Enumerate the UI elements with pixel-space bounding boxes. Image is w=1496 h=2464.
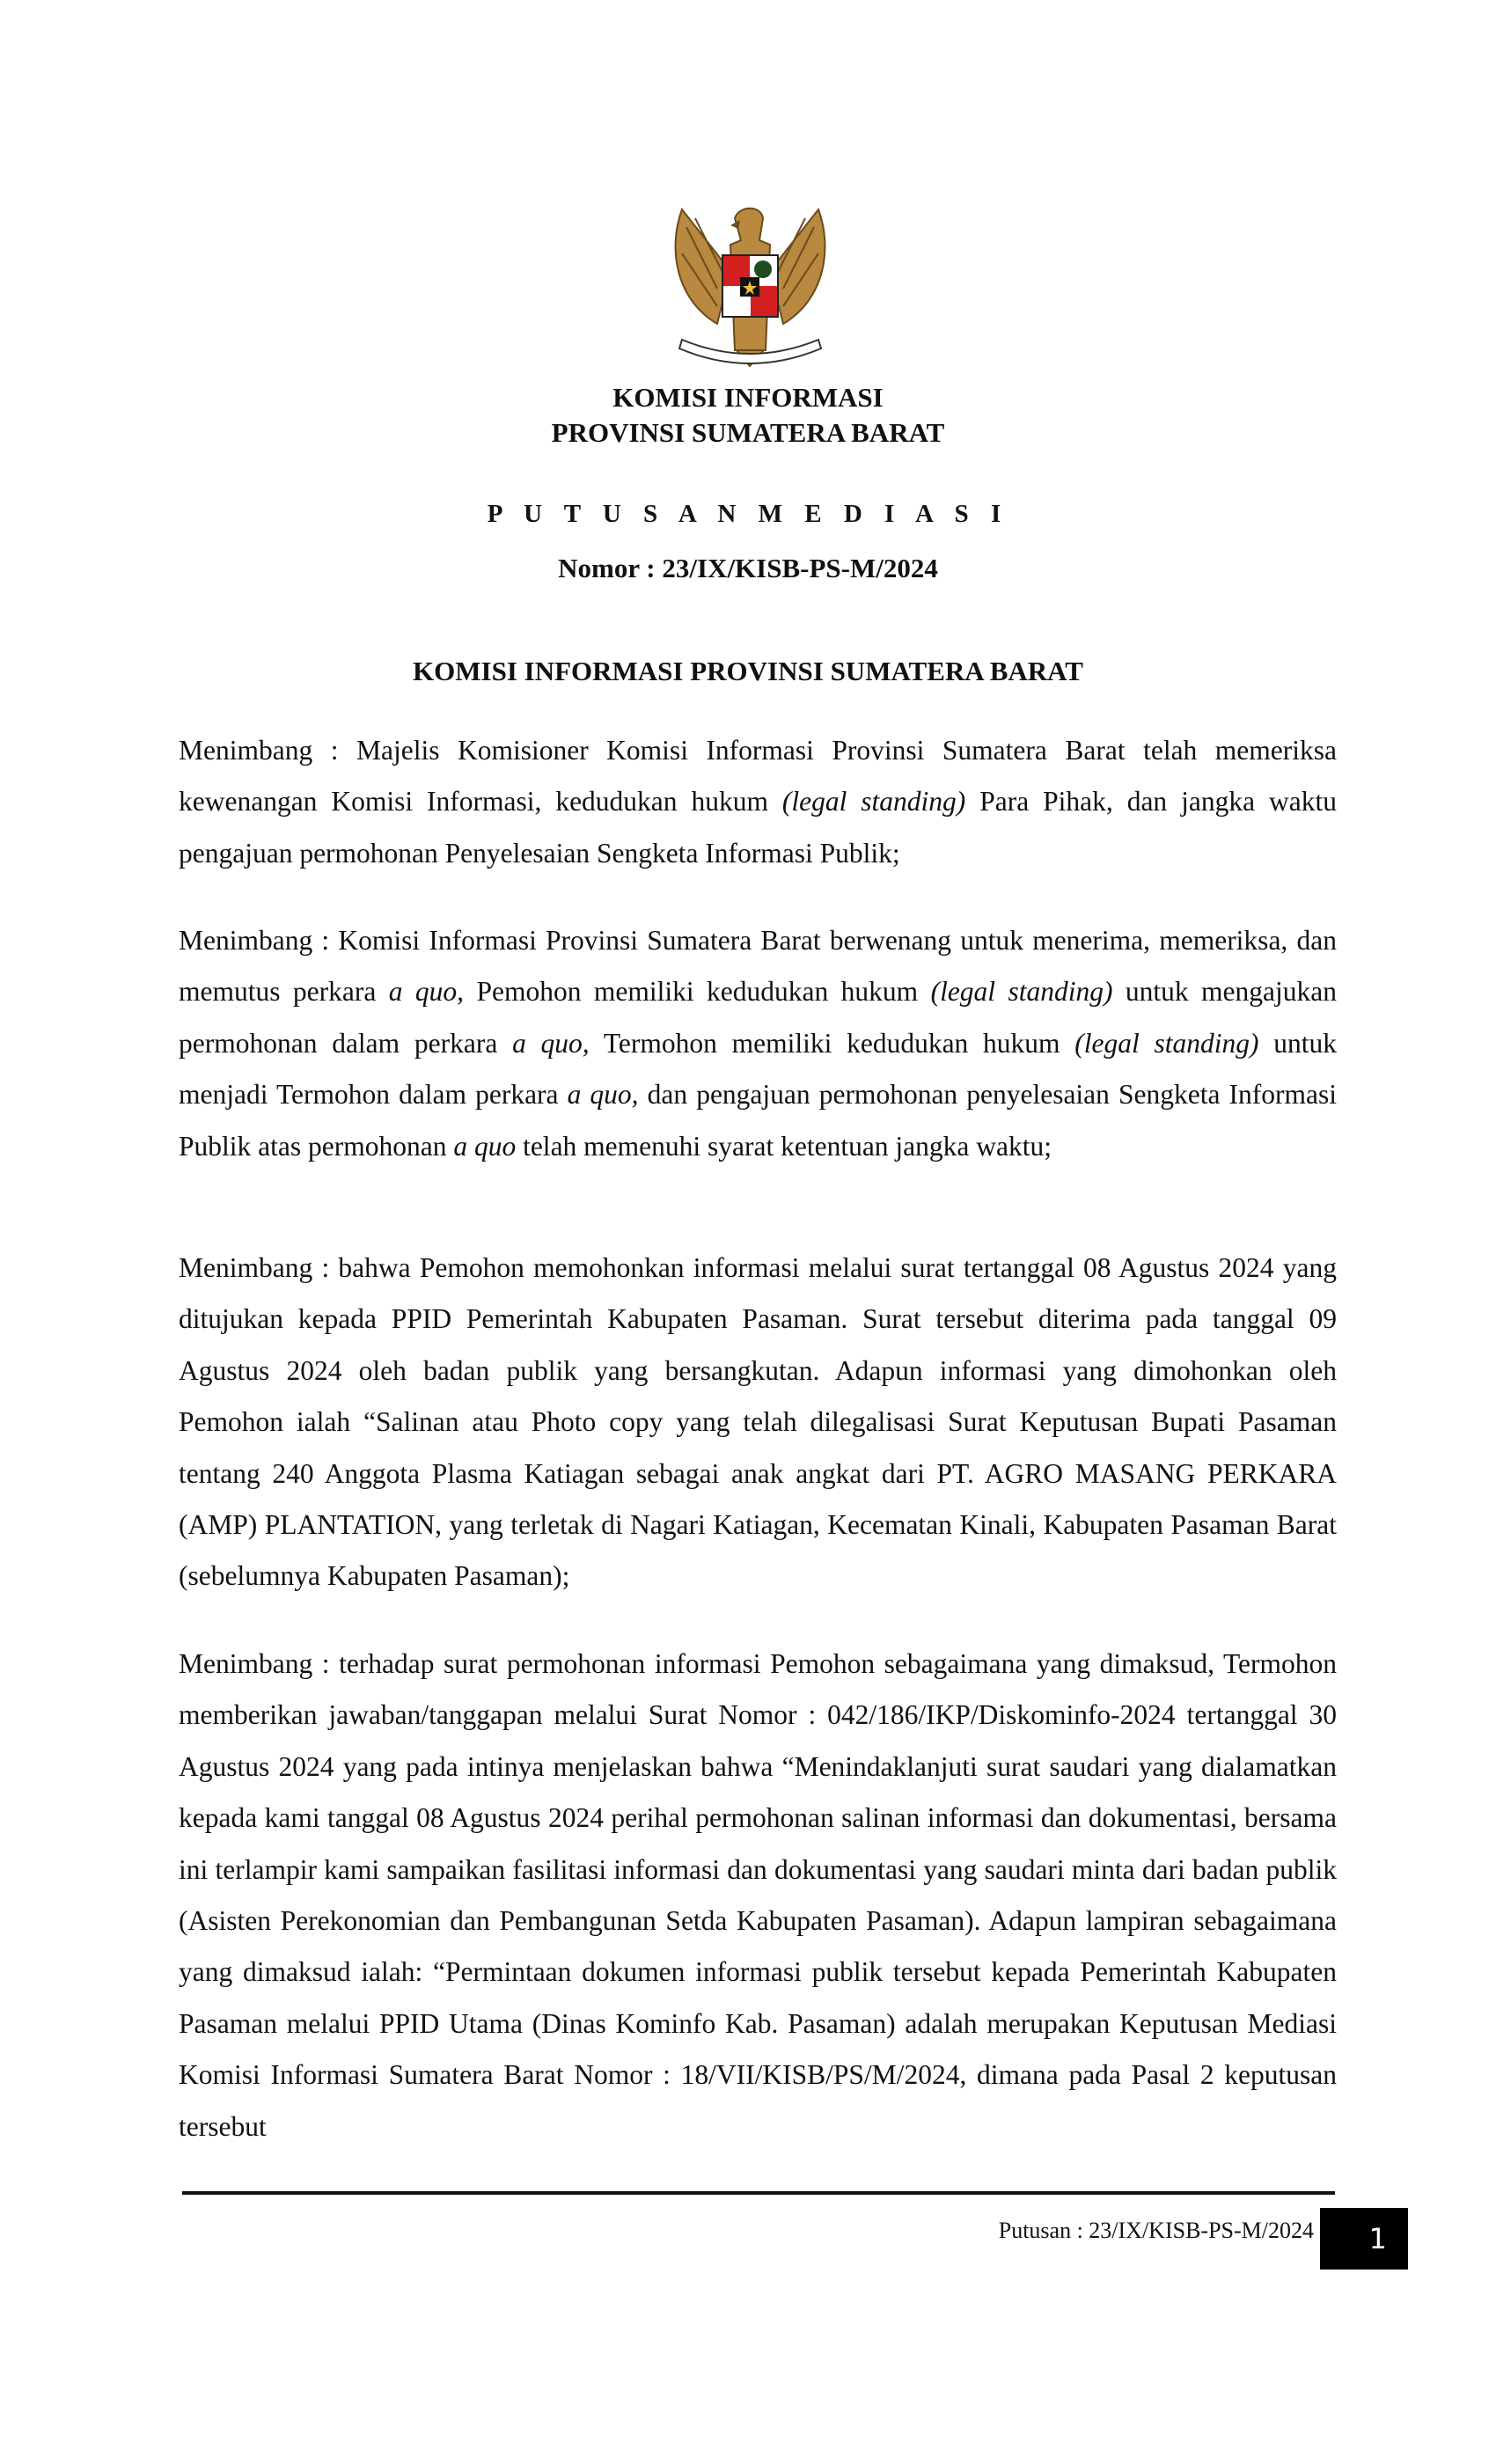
document-number: Nomor : 23/IX/KISB-PS-M/2024 — [558, 553, 938, 583]
paragraph-text: Menimbang : bahwa Pemohon memohonkan informasi melalui surat tertanggal 08 Agustus 2024 yang ditujukan kepada PPID Pemerintah Kabupaten Pasaman. Surat tersebut diterima pada tanggal 09 Agustus 2024 oleh badan publik yang bersangkutan. Adapun informasi yang dimohonkan oleh Pemohon ialah “Salinan atau Photo copy yang telah dilegalisasi Surat Keputusan Bupati Pasaman tentang 240 Anggota Plasma Katiagan sebagai anak angkat dari PT. AGRO MASANG PERKARA (AMP) PLANTATION, yang terletak di Nagari Katiagan, Kecematan Kinali, Kabupaten Pasaman Barat (sebelumnya Kabupaten Pasaman); — [179, 1252, 1337, 1592]
footer-reference: Putusan : 23/IX/KISB-PS-M/2024 — [998, 2218, 1314, 2243]
italic-term: a quo, — [388, 976, 465, 1008]
page-number: 1 — [1368, 2222, 1387, 2255]
organization-name-line2: PROVINSI SUMATERA BARAT — [551, 417, 945, 448]
italic-term: (legal standing) — [930, 976, 1113, 1008]
section-heading: KOMISI INFORMASI PROVINSI SUMATERA BARAT — [413, 656, 1083, 686]
document-title: P U T U S A N M E D I A S I — [487, 500, 1009, 528]
paragraph-text: dan pengajuan permohonan penyelesaian Sengketa Informasi Publik atas permohonan — [179, 1079, 1337, 1162]
paragraph-text: Menimbang : terhadap surat permohonan informasi Pemohon sebagaimana yang dimaksud, Termohon memberikan jawaban/tanggapan melalui Surat Nomor : 042/186/IKP/Diskominfo-2024 tertanggal 30 Agustus 2024 yang pada intinya menjelaskan bahwa “Menindaklanjuti surat saudari yang dialamatkan kepada kami tanggal 08 Agustus 2024 perihal permohonan salinan informasi dan dokumentasi, bersama ini terlampir kami sampaikan fasilitasi informasi dan dokumentasi yang saudari minta dari badan publik (Asisten Perekonomian dan Pembangunan Setda Kabupaten Pasaman). Adapun lampiran sebagaimana yang dimaksud ialah: “Permintaan dokumen informasi publik tersebut kepada Pemerintah Kabupaten Pasaman melalui PPID Utama (Dinas Kominfo Kab. Pasaman) adalah merupakan Keputusan Mediasi Komisi Informasi Sumatera Barat Nomor : 18/VII/KISB/PS/M/2024, dimana pada Pasal 2 keputusan tersebut — [179, 1648, 1337, 2142]
paragraph-text: Para Pihak, dan jangka waktu pengajuan permohonan Penyelesaian Sengketa Informasi Publik; — [179, 786, 1337, 869]
paragraph-text: Menimbang : Komisi Informasi Provinsi Sumatera Barat berwenang untuk menerima, memeriksa, dan memutus perkara — [179, 925, 1337, 1008]
footer-divider — [182, 2191, 1335, 2195]
italic-term: a quo, — [512, 1027, 590, 1059]
garuda-emblem-icon — [664, 192, 836, 372]
organization-name-line1: KOMISI INFORMASI — [612, 382, 884, 413]
paragraph-text: Pemohon memiliki kedudukan hukum — [464, 976, 931, 1008]
paragraph-text: untuk mengajukan permohonan dalam perkara — [179, 976, 1337, 1059]
page-number-badge — [1320, 2208, 1408, 2270]
italic-term: (legal standing) — [1074, 1027, 1259, 1059]
considering-paragraph-1 — [179, 725, 1337, 879]
paragraph-text: Termohon memiliki kedudukan hukum — [589, 1027, 1075, 1059]
italic-term: (legal standing) — [781, 786, 966, 818]
italic-term: a quo, — [567, 1079, 639, 1111]
paragraph-text: telah memenuhi syarat ketentuan jangka waktu; — [516, 1130, 1052, 1162]
italic-term: a quo — [453, 1130, 517, 1162]
considering-paragraph-4 — [179, 1639, 1337, 2152]
considering-paragraph-2 — [179, 915, 1337, 1172]
paragraph-text: Menimbang : Majelis Komisioner Komisi Informasi Provinsi Sumatera Barat telah memeriksa kewenangan Komisi Informasi, kedudukan hukum — [179, 735, 1337, 818]
considering-paragraph-3 — [179, 1243, 1337, 1602]
paragraph-text: untuk menjadi Termohon dalam perkara — [179, 1027, 1338, 1111]
